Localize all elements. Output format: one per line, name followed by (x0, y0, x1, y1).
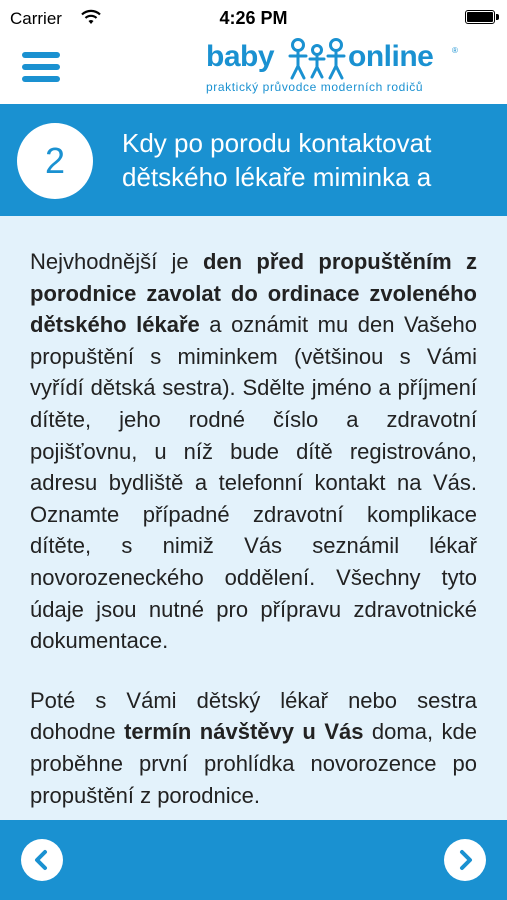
step-title-line: Kdy po porodu kontaktovat (122, 128, 432, 158)
logo-text-online: online (348, 40, 434, 73)
paragraph-emphasis: termín návštěvy u Vás (124, 719, 364, 745)
article-content[interactable] (0, 216, 507, 820)
previous-step-button[interactable] (21, 839, 63, 881)
menu-icon-bar (22, 52, 60, 58)
status-bar (0, 0, 507, 36)
registered-mark: ® (452, 46, 458, 55)
paragraph-text: Nejvhodnější je (30, 249, 203, 274)
paragraph-emphasis: den před propuštěním z porodnice zavolat do ordinace zvoleného dětského lékaře (30, 249, 477, 338)
step-title-bar (0, 104, 507, 216)
hamburger-menu-button[interactable] (22, 50, 62, 86)
clock-time: 4:26 PM (219, 8, 288, 28)
carrier-label: Carrier (10, 9, 62, 28)
paragraph-text: Poté s Vámi dětský lékař nebo sestra dohodne (30, 687, 477, 745)
step-number-badge: 2 (17, 123, 93, 199)
step-title-line: dětského lékaře miminka a (122, 162, 432, 192)
article-paragraph (0, 246, 507, 657)
step-title (122, 126, 502, 194)
menu-icon-bar (22, 76, 60, 82)
bottom-navigation-bar (0, 820, 507, 900)
article-paragraph (0, 685, 507, 811)
paragraph-text: a oznámit mu den Vašeho propuštění s miminkem (většinou s Vámi vyřídí dětská sestra). Sdělte jméno a příjmení dítěte, jeho rodné číslo a zdravotní pojišťovnu, u níž bude dítě registrováno, adresu bydliště a telefonní kontakt na Vás. Oznamte případné zdravotní komplikace dítěte, s nimiž Vás seznámil lékař novorozeneckého oddělení. Všechny tyto údaje jsou nutné pro přípravu zdravotnické dokumentace. (30, 312, 477, 654)
app-header (0, 36, 507, 104)
battery-icon (465, 10, 495, 24)
logo-tagline: praktický průvodce moderních rodičů (206, 80, 424, 94)
menu-icon-bar (22, 64, 60, 70)
babyonline-logo (206, 36, 461, 96)
logo-text-baby: baby (206, 40, 275, 73)
next-step-button[interactable] (444, 839, 486, 881)
family-figures-icon (284, 36, 350, 85)
paragraph-text: doma, kde proběhne první prohlídka novorozence po propuštění z porodnice. (30, 719, 477, 808)
